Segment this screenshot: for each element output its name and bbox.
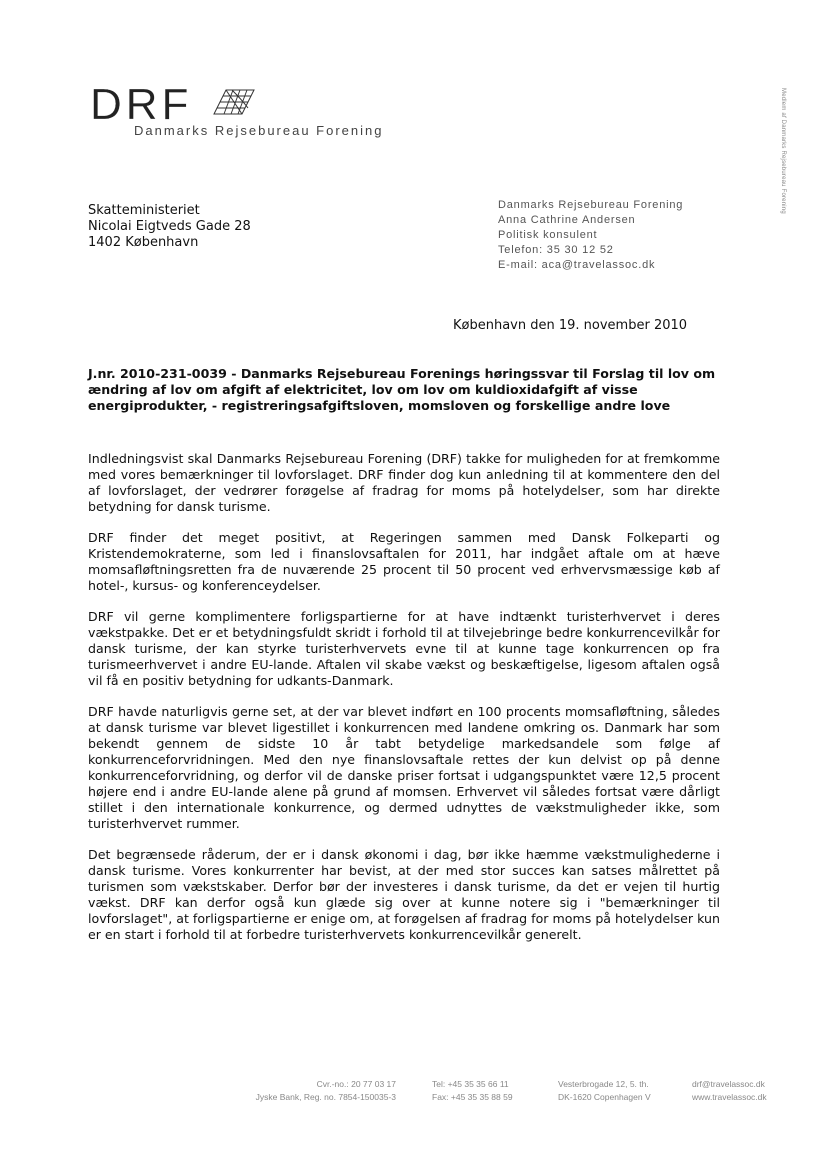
letterhead-tagline: Danmarks Rejsebureau Forening — [134, 123, 384, 138]
body-paragraph: Det begrænsede råderum, der er i dansk økonomi i dag, bør ikke hæmme vækstmulighederne i dansk turisme. Vores konkurrenter har bevist, at der med stor succes kan satses målrettet på turismen som vækstskaber. Derfor bør der investeres i dansk turisme, da det er vejen til hurtig vækst. DRF kan derfor også kun glæde sig over at kunne notere sig i "bemærkninger til lovforslaget", at forligspartierne er enige om, at forøgelsen af fradrag for moms på hotelydelser kun er en start i forhold til at forbedre turisterhvervets konkurrencevilkår generelt. — [88, 847, 720, 942]
recipient-street: Nicolai Eigtveds Gade 28 — [88, 219, 251, 234]
footer-city: DK-1620 Copenhagen V — [558, 1092, 651, 1102]
sender-name: Anna Cathrine Andersen — [498, 214, 636, 226]
body-paragraph: Indledningsvist skal Danmarks Rejsebureau Forening (DRF) takke for muligheden for at fremkomme med vores bemærkninger til lovforslaget. DRF finder dog kun anledning til at kommentere den del af lovforslaget, der vedrører forøgelse af fradrag for moms på hotelydelser, som har direkte betydning for dansk turisme. — [88, 451, 720, 514]
footer-cvr: Cvr.-no.: 20 77 03 17 — [316, 1079, 396, 1089]
footer-phone — [432, 1078, 542, 1104]
sender-org: Danmarks Rejsebureau Forening — [498, 199, 684, 211]
sender-block — [498, 198, 683, 273]
footer-contact — [692, 1078, 782, 1104]
recipient-address — [88, 203, 251, 251]
recipient-name: Skatteministeriet — [88, 203, 200, 218]
footer-email: drf@travelassoc.dk — [692, 1079, 765, 1089]
side-membership-text: Medlem af Danmarks Rejsebureau Forening — [780, 88, 786, 214]
subject-heading: J.nr. 2010-231-0039 - Danmarks Rejsebureau Forenings høringssvar til Forslag til lov om ændring af lov om afgift af elektricitet, lov om lov om kuldioxidafgift af visse energiprodukter, - registreringsafgiftsloven, momsloven og forskellige andre love — [88, 366, 716, 413]
footer-address — [558, 1078, 670, 1104]
letter-body — [88, 451, 720, 958]
footer-web: www.travelassoc.dk — [692, 1092, 767, 1102]
dateline: København den 19. november 2010 — [453, 318, 688, 333]
footer-street: Vesterbrogade 12, 5. th. — [558, 1079, 649, 1089]
footer-tel: Tel: +45 35 35 66 11 — [432, 1079, 509, 1089]
globe-logo-icon — [212, 86, 256, 116]
drf-logo-text: DRF — [90, 80, 193, 129]
sender-phone: Telefon: 35 30 12 52 — [498, 244, 614, 256]
sender-title: Politisk konsulent — [498, 229, 598, 241]
footer-bank: Jyske Bank, Reg. no. 7854-150035-3 — [255, 1092, 396, 1102]
sender-email: E-mail: aca@travelassoc.dk — [498, 259, 656, 271]
body-paragraph: DRF finder det meget positivt, at Regeringen sammen med Dansk Folkeparti og Kristendemokraterne, som led i finanslovsaftalen for 2011, har indgået aftale om at hæve momsafløftningsretten fra de nuværende 25 procent til 50 procent ved erhvervsmæssige køb af hotel-, kursus- og konferenceydelser. — [88, 530, 720, 593]
body-paragraph: DRF vil gerne komplimentere forligspartierne for at have indtænkt turisterhvervet i deres vækstpakke. Det er et betydningsfuldt skridt i forhold til at tilvejebringe bedre konkurrencevilkår for dansk turisme, der kan styrke turisterhvervets evne til at kunne tage konkurrencen op fra turismeerhvervet i andre EU-lande. Aftalen vil skabe vækst og beskæftigelse, ligesom aftalen også vil få en positiv betydning for udkants-Danmark. — [88, 609, 720, 688]
footer-registration — [232, 1078, 396, 1104]
body-paragraph: DRF havde naturligvis gerne set, at der var blevet indført en 100 procents momsafløftning, således at dansk turisme var blevet ligestillet i konkurrencen med landene omkring os. Danmark har som bekendt gennem de sidste 10 år tabt betydelige markedsandele som følge af konkurrenceforvridningen. Med den nye finanslovsaftale rettes der kun delvist op på denne konkurrenceforvridning, og derfor vil de danske priser fortsat i udgangspunktet være 12,5 procent højere end i andre EU-lande alene på grund af momsen. Erhvervet vil således fortsat være dårligt stillet i den internationale konkurrence, og dermed udnyttes de vækstmuligheder ikke, som turisterhvervet rummer. — [88, 704, 720, 831]
footer-fax: Fax: +45 35 35 88 59 — [432, 1092, 513, 1102]
recipient-city: 1402 København — [88, 235, 199, 250]
